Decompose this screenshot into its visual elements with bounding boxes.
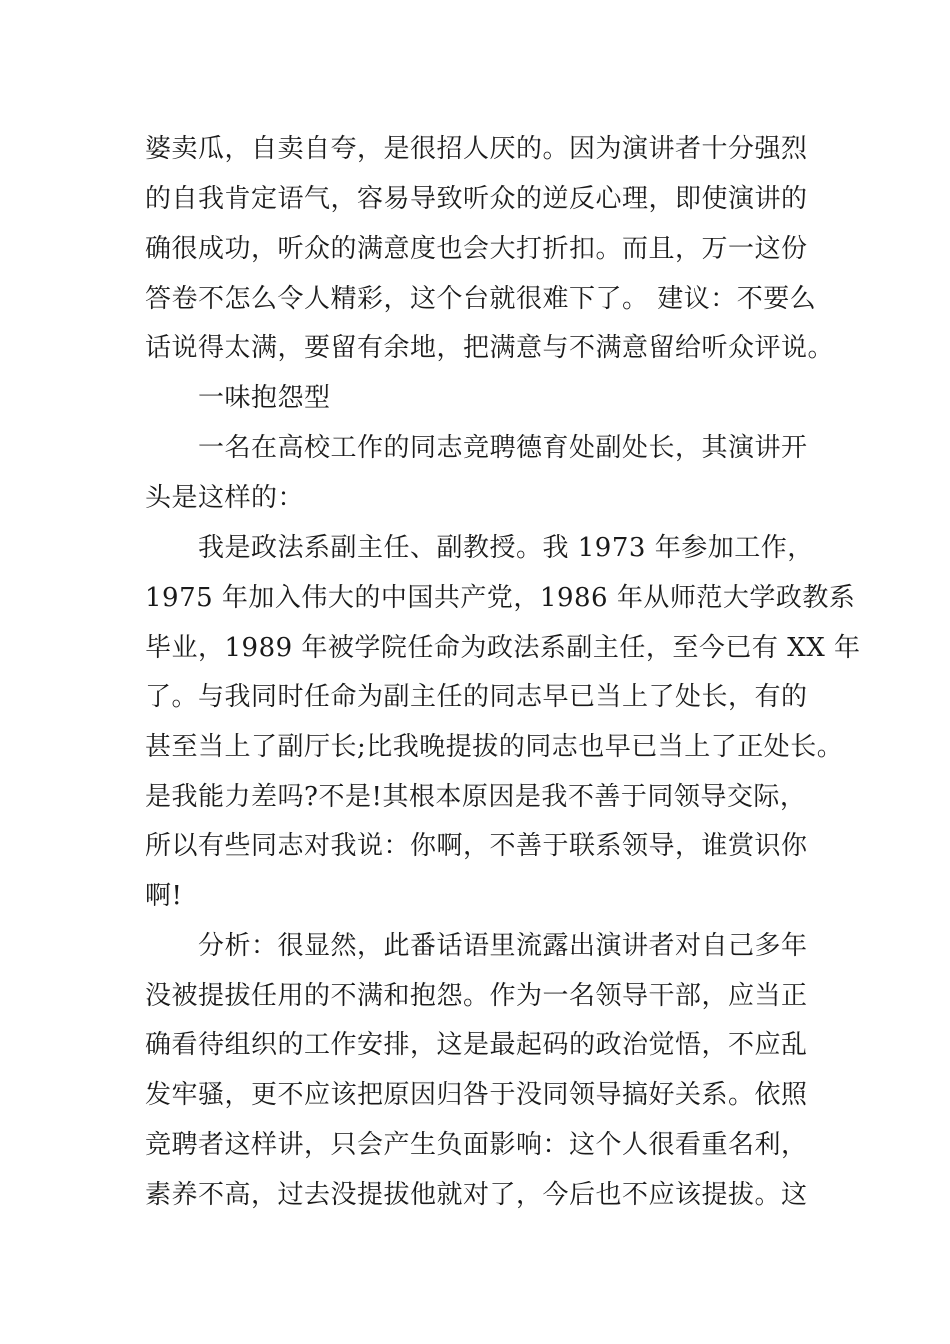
text-line: 分析：很显然，此番话语里流露出演讲者对自己多年 xyxy=(198,931,808,961)
text-line: 确看待组织的工作安排，这是最起码的政治觉悟，不应乱 xyxy=(145,1030,808,1060)
quote-line: 甚至当上了副厅长;比我晚提拔的同志也早已当上了正处长。 xyxy=(145,732,844,762)
text-line: 婆卖瓜，自卖自夸，是很招人厌的。因为演讲者十分强烈 xyxy=(145,134,808,164)
text-line: 一名在高校工作的同志竞聘德育处副处长，其演讲开 xyxy=(198,433,808,463)
text-line: 的自我肯定语气，容易导致听众的逆反心理，即使演讲的 xyxy=(145,184,808,214)
quote-line: 啊! xyxy=(145,881,183,911)
text-line: 确很成功，听众的满意度也会大打折扣。而且，万一这份 xyxy=(145,234,808,264)
quote-line: 我是政法系副主任、副教授。我 1973 年参加工作， xyxy=(198,533,814,563)
text-line: 头是这样的： xyxy=(145,483,305,513)
section-heading: 一味抱怨型 xyxy=(198,383,331,413)
quote-line: 毕业，1989 年被学院任命为政法系副主任，至今已有 XX 年 xyxy=(145,633,861,663)
text-line: 没被提拔任用的不满和抱怨。作为一名领导干部，应当正 xyxy=(145,981,808,1011)
quote-line: 所以有些同志对我说：你啊，不善于联系领导，谁赏识你 xyxy=(145,831,808,861)
quote-line: 了。与我同时任命为副主任的同志早已当上了处长，有的 xyxy=(145,682,808,712)
quote-line: 1975 年加入伟大的中国共产党，1986 年从师范大学政教系 xyxy=(145,583,856,613)
text-line: 话说得太满，要留有余地，把满意与不满意留给听众评说。 xyxy=(145,333,835,363)
text-line: 竞聘者这样讲，只会产生负面影响：这个人很看重名利， xyxy=(145,1130,808,1160)
text-line: 素养不高，过去没提拔他就对了，今后也不应该提拔。这 xyxy=(145,1180,808,1210)
text-line: 发牢骚，更不应该把原因归咎于没同领导搞好关系。依照 xyxy=(145,1080,808,1110)
text-line: 答卷不怎么令人精彩，这个台就很难下了。 建议：不要么 xyxy=(145,284,817,314)
quote-line: 是我能力差吗?不是!其根本原因是我不善于同领导交际， xyxy=(145,782,807,812)
